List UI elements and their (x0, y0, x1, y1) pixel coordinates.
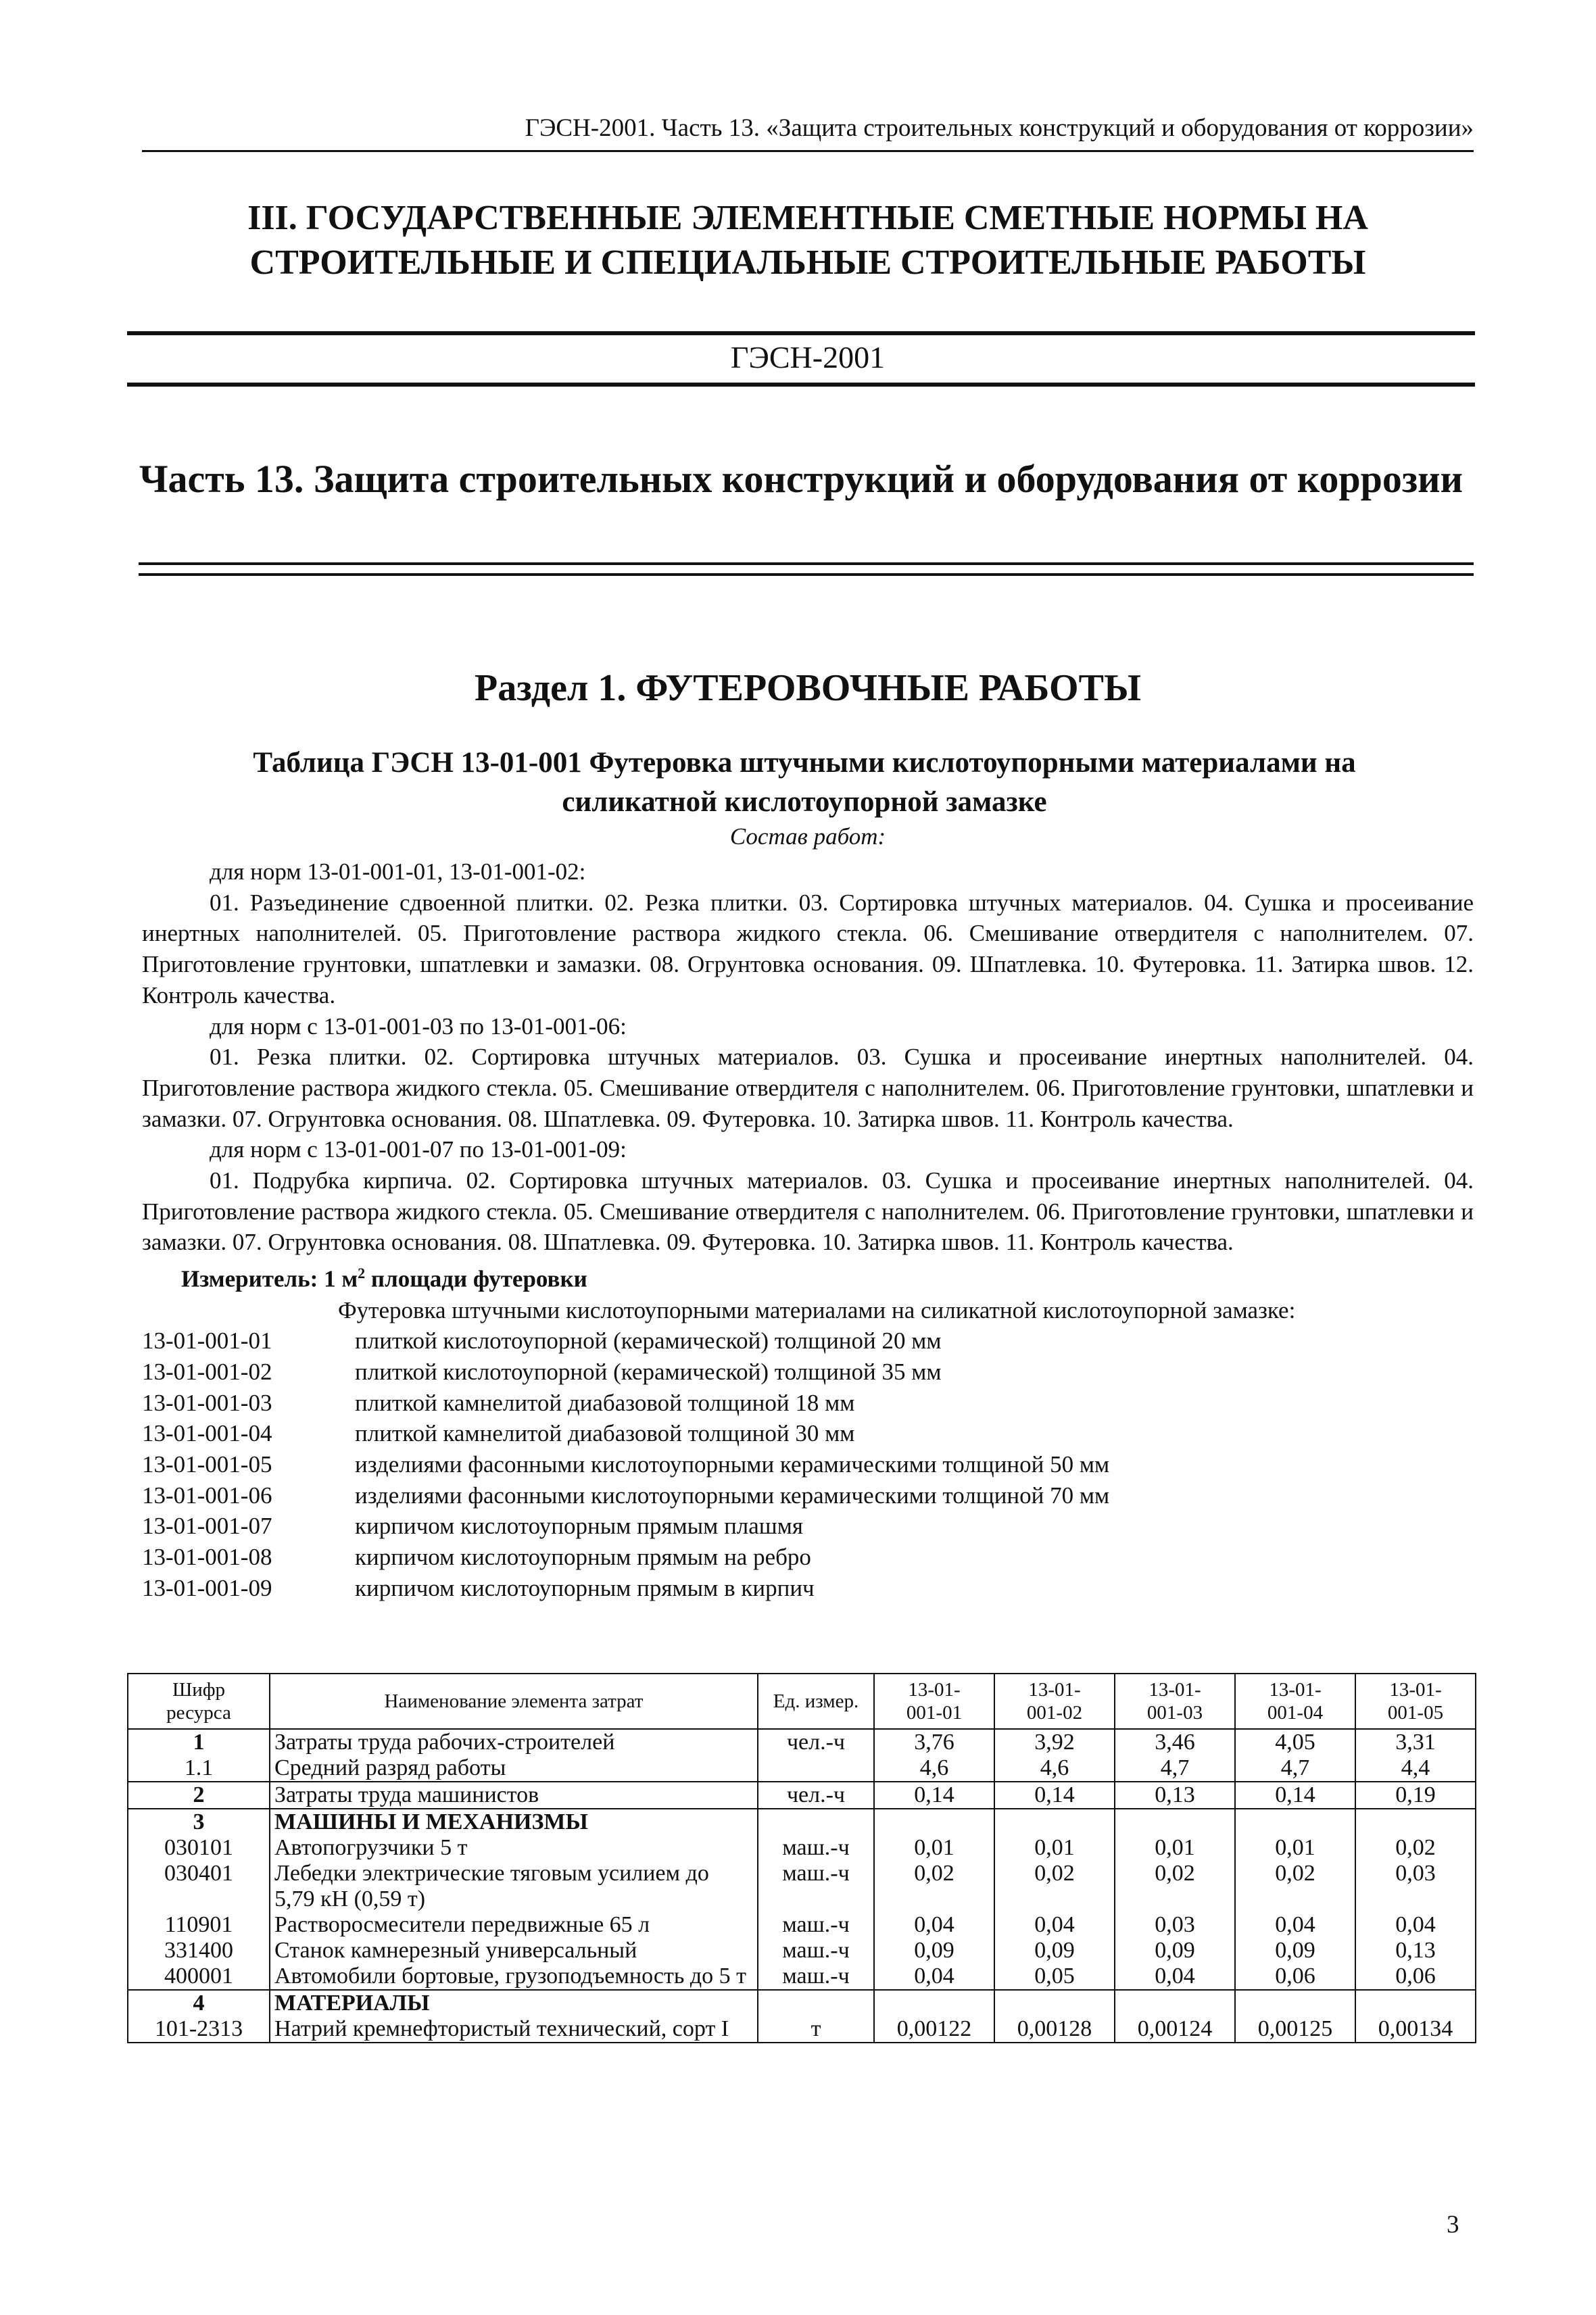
row-unit: маш.-ч (758, 1835, 874, 1861)
row-unit: чел.-ч (758, 1729, 874, 1755)
norm-code: 13-01-001-02 (142, 1358, 272, 1385)
resource-table (127, 1673, 1476, 2043)
header-col-3 (1115, 1674, 1235, 1729)
row-name: Растворосмесители передвижные 65 л (270, 1912, 758, 1938)
row-value: 0,00122 (874, 2016, 994, 2043)
header-col-2-line-2: 001-02 (1026, 1702, 1083, 1724)
row-value (994, 1809, 1115, 1835)
row-value (874, 1990, 994, 2016)
row-value (994, 1990, 1115, 2016)
work-group-text: 01. Подрубка кирпича. 02. Сортировка штучных материалов. 03. Сушка и просеивание инертных наполнителей. 04. Приготовление раствора жидкого стекла. 05. Смешивание отвердителя с наполнителем. 06. Приготовление грунтовки, шпатлевки и замазки. 07. Огрунтовка основания. 08. Шпатлевка. 09. Футеровка. 10. Затирка швов. 11. Контроль качества. (142, 1167, 1474, 1256)
header-col-4 (1235, 1674, 1355, 1729)
row-name: Автомобили бортовые, грузоподъемность до 5 т (270, 1964, 758, 1990)
header-col-3-line-2: 001-03 (1146, 1702, 1203, 1724)
main-title (142, 196, 1474, 285)
norm-code: 13-01-001-01 (142, 1327, 272, 1355)
norms-caption: Футеровка штучными кислотоупорными материалами на силикатной кислотоупорной замазке: (338, 1296, 1296, 1323)
row-value: 0,14 (1235, 1782, 1355, 1809)
row-code: 110901 (128, 1912, 270, 1938)
row-code: 400001 (128, 1964, 270, 1990)
row-value: 4,6 (874, 1755, 994, 1782)
row-value: 0,04 (874, 1912, 994, 1938)
table-row (128, 2016, 1476, 2043)
norm-row (142, 1480, 1474, 1511)
header-name: Наименование элемента затрат (270, 1674, 758, 1729)
running-header: ГЭСН-2001. Часть 13. «Защита строительных конструкций и оборудования от коррозии» (525, 114, 1474, 142)
resource-table-wrapper (127, 1673, 1475, 2043)
row-unit: маш.-ч (758, 1938, 874, 1964)
header-code (128, 1674, 270, 1729)
row-value: 4,4 (1355, 1755, 1476, 1782)
norm-code: 13-01-001-04 (142, 1420, 272, 1447)
row-value (1115, 1809, 1235, 1835)
table-header-row (128, 1674, 1476, 1729)
main-title-line-1: III. ГОСУДАРСТВЕННЫЕ ЭЛЕМЕНТНЫЕ СМЕТНЫЕ НОРМЫ НА (247, 199, 1368, 237)
gesn-rule-bottom (127, 383, 1475, 387)
row-value: 0,09 (1115, 1938, 1235, 1964)
row-value: 0,13 (1115, 1782, 1235, 1809)
row-value (1355, 1990, 1476, 2016)
row-unit: т (758, 2016, 874, 2043)
row-value: 0,14 (994, 1782, 1115, 1809)
main-title-line-2: СТРОИТЕЛЬНЫЕ И СПЕЦИАЛЬНЫЕ СТРОИТЕЛЬНЫЕ РАБОТЫ (249, 243, 1366, 282)
norm-code: 13-01-001-09 (142, 1574, 272, 1601)
row-value: 4,7 (1235, 1755, 1355, 1782)
norm-desc: кирпичом кислотоупорным прямым на ребро (355, 1544, 811, 1571)
meter-line (142, 1258, 1474, 1294)
header-col-3-line-1: 13-01- (1148, 1679, 1201, 1701)
row-name: Лебедки электрические тяговым усилием до 5,79 кН (0,59 т) (270, 1861, 758, 1912)
norm-desc: плиткой кислотоупорной (керамической) толщиной 35 мм (355, 1358, 942, 1385)
row-value: 0,01 (874, 1835, 994, 1861)
row-code: 331400 (128, 1938, 270, 1964)
norm-desc: плиткой камнелитой диабазовой толщиной 18 мм (355, 1389, 855, 1416)
row-value: 0,01 (994, 1835, 1115, 1861)
page-number: 3 (1447, 2211, 1459, 2239)
row-value: 0,09 (1235, 1938, 1355, 1964)
header-unit: Ед. измер. (758, 1674, 874, 1729)
row-name: Натрий кремнефтористый технический, сорт I (270, 2016, 758, 2043)
norm-row (142, 1325, 1474, 1357)
row-value (874, 1809, 994, 1835)
row-value: 0,03 (1115, 1912, 1235, 1938)
table-row (128, 1835, 1476, 1861)
row-value: 0,09 (874, 1938, 994, 1964)
work-group-label: для норм с 13-01-001-07 по 13-01-001-09: (210, 1136, 627, 1163)
work-composition-heading: Состав работ: (729, 823, 886, 850)
row-value: 4,05 (1235, 1729, 1355, 1755)
work-group-text: 01. Разъединение сдвоенной плитки. 02. Резка плитки. 03. Сортировка штучных материалов. 04. Сушка и просеивание инертных наполнителей. 05. Приготовление раствора жидкого стекла. 06. Смешивание отвердителя с наполнителем. 07. Приготовление грунтовки, шпатлевки и замазки. 08. Огрунтовка основания. 09. Шпатлевка. 10. Футеровка. 11. Затирка швов. 12. Контроль качества. (142, 889, 1474, 1008)
table-row (128, 1861, 1476, 1912)
row-value: 0,03 (1355, 1861, 1476, 1912)
row-name: Затраты труда рабочих-строителей (270, 1729, 758, 1755)
row-unit: маш.-ч (758, 1964, 874, 1990)
row-value: 0,04 (874, 1964, 994, 1990)
norm-row (142, 1511, 1474, 1542)
row-value: 0,00128 (994, 2016, 1115, 2043)
row-unit: чел.-ч (758, 1782, 874, 1809)
row-value: 4,7 (1115, 1755, 1235, 1782)
row-value: 0,01 (1235, 1835, 1355, 1861)
table-row (128, 1912, 1476, 1938)
row-value: 0,14 (874, 1782, 994, 1809)
norm-code: 13-01-001-08 (142, 1544, 272, 1571)
row-code: 3 (128, 1809, 270, 1835)
row-value: 0,04 (1235, 1912, 1355, 1938)
header-col-1-line-2: 001-01 (906, 1702, 963, 1724)
norm-row (142, 1573, 1474, 1604)
norm-code: 13-01-001-05 (142, 1451, 272, 1478)
norm-row (142, 1542, 1474, 1573)
row-value: 0,02 (1355, 1835, 1476, 1861)
norm-desc: изделиями фасонными кислотоупорными керамическими толщиной 50 мм (355, 1451, 1110, 1478)
table-row (128, 1782, 1476, 1809)
row-name: МАТЕРИАЛЫ (270, 1990, 758, 2016)
row-value: 3,76 (874, 1729, 994, 1755)
row-name: Станок камнерезный универсальный (270, 1938, 758, 1964)
row-unit (758, 1990, 874, 2016)
row-value: 3,92 (994, 1729, 1115, 1755)
part-double-rule (139, 562, 1474, 576)
row-value: 3,31 (1355, 1729, 1476, 1755)
row-code: 4 (128, 1990, 270, 2016)
row-value: 0,02 (994, 1861, 1115, 1912)
work-group-label: для норм с 13-01-001-03 по 13-01-001-06: (210, 1013, 627, 1040)
table-title-line-1: Таблица ГЭСН 13-01-001 Футеровка штучными кислотоупорными материалами на (253, 747, 1356, 779)
header-col-4-line-1: 13-01- (1269, 1679, 1322, 1701)
header-code-line-2: ресурса (166, 1702, 231, 1724)
norm-row (142, 1418, 1474, 1449)
row-code: 030101 (128, 1835, 270, 1861)
part-title: Часть 13. Защита строительных конструкций и оборудования от коррозии (139, 457, 1464, 501)
norm-desc: плиткой камнелитой диабазовой толщиной 30 мм (355, 1420, 855, 1447)
row-value: 0,05 (994, 1964, 1115, 1990)
row-value: 0,19 (1355, 1782, 1476, 1809)
work-group-text: 01. Резка плитки. 02. Сортировка штучных материалов. 03. Сушка и просеивание инертных наполнителей. 04. Приготовление раствора жидкого стекла. 05. Смешивание отвердителя с наполнителем. 06. Приготовление грунтовки, шпатлевки и замазки. 07. Огрунтовка основания. 08. Шпатлевка. 09. Футеровка. 10. Затирка швов. 11. Контроль качества. (142, 1044, 1474, 1132)
row-value: 0,13 (1355, 1938, 1476, 1964)
norm-code: 13-01-001-03 (142, 1389, 272, 1416)
body-text (142, 856, 1474, 1604)
meter-suffix: площади футеровки (365, 1265, 587, 1292)
norm-desc: плиткой кислотоупорной (керамической) толщиной 20 мм (355, 1327, 942, 1355)
header-col-2 (994, 1674, 1115, 1729)
row-value: 0,02 (1115, 1861, 1235, 1912)
row-value: 0,06 (1355, 1964, 1476, 1990)
gesn-code: ГЭСН-2001 (730, 340, 886, 374)
row-value: 0,00124 (1115, 2016, 1235, 2043)
row-name: Средний разряд работы (270, 1755, 758, 1782)
norm-desc: кирпичом кислотоупорным прямым плашмя (355, 1513, 804, 1540)
header-col-5 (1355, 1674, 1476, 1729)
header-col-5-line-1: 13-01- (1389, 1679, 1442, 1701)
norm-code: 13-01-001-07 (142, 1513, 272, 1540)
header-rule (142, 150, 1474, 152)
table-row (128, 1755, 1476, 1782)
row-value (1235, 1809, 1355, 1835)
header-col-5-line-2: 001-05 (1387, 1702, 1444, 1724)
row-value (1355, 1809, 1476, 1835)
meter-prefix: Измеритель: 1 м (181, 1265, 358, 1292)
gesn-rule-top (127, 331, 1475, 335)
row-value: 0,01 (1115, 1835, 1235, 1861)
row-unit (758, 1755, 874, 1782)
row-value: 0,09 (994, 1938, 1115, 1964)
table-row (128, 1809, 1476, 1835)
row-value: 0,06 (1235, 1964, 1355, 1990)
table-row (128, 1729, 1476, 1755)
header-col-1 (874, 1674, 994, 1729)
row-unit (758, 1809, 874, 1835)
row-value (1115, 1990, 1235, 2016)
section-title: Раздел 1. ФУТЕРОВОЧНЫЕ РАБОТЫ (475, 667, 1141, 709)
row-name: Затраты труда машинистов (270, 1782, 758, 1809)
row-value: 0,00125 (1235, 2016, 1355, 2043)
norm-desc: изделиями фасонными кислотоупорными керамическими толщиной 70 мм (355, 1482, 1110, 1509)
header-col-4-line-2: 001-04 (1267, 1702, 1324, 1724)
norm-row (142, 1449, 1474, 1480)
work-group-label: для норм 13-01-001-01, 13-01-001-02: (210, 858, 586, 885)
row-code: 1.1 (128, 1755, 270, 1782)
row-code: 2 (128, 1782, 270, 1809)
row-value: 0,02 (1235, 1861, 1355, 1912)
header-col-1-line-1: 13-01- (908, 1679, 961, 1701)
row-code: 1 (128, 1729, 270, 1755)
row-name: Автопогрузчики 5 т (270, 1835, 758, 1861)
norm-row (142, 1388, 1474, 1419)
table-row (128, 1938, 1476, 1964)
table-title-line-2: силикатной кислотоупорной замазке (562, 786, 1047, 818)
row-value: 0,04 (994, 1912, 1115, 1938)
row-value: 4,6 (994, 1755, 1115, 1782)
row-value: 0,02 (874, 1861, 994, 1912)
norm-desc: кирпичом кислотоупорным прямым в кирпич (355, 1574, 815, 1601)
header-col-2-line-1: 13-01- (1028, 1679, 1081, 1701)
row-unit: маш.-ч (758, 1912, 874, 1938)
row-value: 0,04 (1115, 1964, 1235, 1990)
row-value: 0,04 (1355, 1912, 1476, 1938)
header-code-line-1: Шифр (172, 1679, 226, 1701)
norm-code: 13-01-001-06 (142, 1482, 272, 1509)
row-code: 101-2313 (128, 2016, 270, 2043)
table-row (128, 1964, 1476, 1990)
row-value (1235, 1990, 1355, 2016)
row-value: 3,46 (1115, 1729, 1235, 1755)
meter-sup: 2 (358, 1265, 366, 1282)
norm-row (142, 1357, 1474, 1388)
table-title (135, 744, 1474, 822)
table-row (128, 1990, 1476, 2016)
row-code: 030401 (128, 1861, 270, 1912)
row-value: 0,00134 (1355, 2016, 1476, 2043)
row-unit: маш.-ч (758, 1861, 874, 1912)
row-name: МАШИНЫ И МЕХАНИЗМЫ (270, 1809, 758, 1835)
